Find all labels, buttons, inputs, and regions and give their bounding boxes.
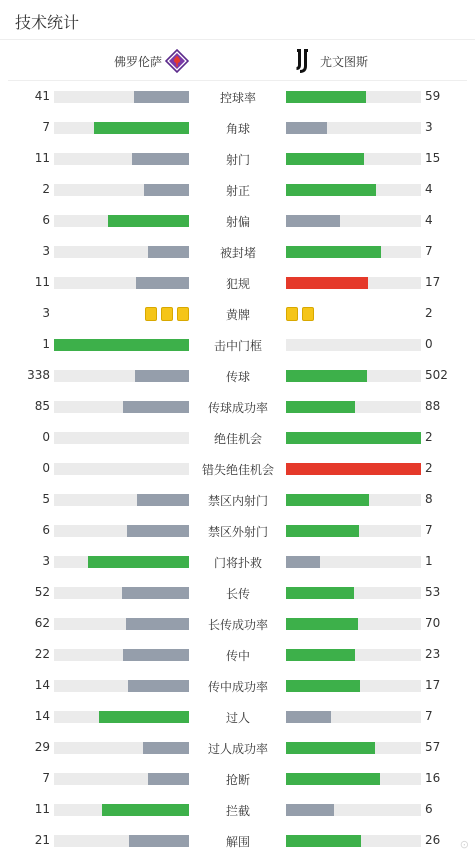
home-stat-value: 52	[34, 585, 50, 599]
away-stat-value: 23	[425, 647, 441, 661]
stat-label: 射偏	[225, 215, 250, 229]
stat-label: 角球	[225, 122, 250, 136]
home-stat-value: 11	[34, 275, 50, 289]
away-bar-track	[286, 494, 421, 506]
stat-row	[0, 205, 475, 236]
away-stat-value: 53	[425, 585, 441, 599]
away-bar-fill	[286, 122, 327, 134]
away-bar-track	[286, 711, 421, 723]
yellow-card-icon	[161, 307, 173, 321]
home-bar-track	[54, 525, 189, 537]
away-stat-value: 0	[425, 337, 433, 351]
stat-row	[0, 360, 475, 391]
stat-row	[0, 639, 475, 670]
away-bar-fill	[286, 618, 358, 630]
home-bar-track	[54, 556, 189, 568]
home-bar-track	[54, 153, 189, 165]
fiorentina-logo-icon[interactable]	[165, 49, 189, 73]
away-stat-value: 59	[425, 89, 441, 103]
away-stat-value: 1	[425, 554, 433, 568]
home-bar-track	[54, 804, 189, 816]
home-bar-fill	[128, 680, 189, 692]
stat-label: 长传	[225, 587, 250, 601]
stat-label: 过人	[225, 711, 250, 725]
stat-row	[0, 794, 475, 825]
home-stat-value: 41	[34, 89, 50, 103]
home-stat-value: 2	[42, 182, 50, 196]
home-bar-fill	[126, 618, 189, 630]
home-stat-value: 85	[34, 399, 50, 413]
away-stat-value: 502	[425, 368, 448, 382]
away-stat-value: 16	[425, 771, 441, 785]
away-bar-track	[286, 525, 421, 537]
home-bar-track	[54, 122, 189, 134]
stat-label: 射正	[225, 184, 250, 198]
home-bar-fill	[129, 835, 189, 847]
home-bar-track	[54, 463, 189, 475]
stat-label: 传中成功率	[207, 680, 268, 694]
stat-row	[0, 670, 475, 701]
home-bar-fill	[94, 122, 189, 134]
yellow-card-icon	[177, 307, 189, 321]
home-stat-value: 11	[34, 151, 50, 165]
home-bar-track	[54, 246, 189, 258]
stat-row	[0, 391, 475, 422]
stat-row	[0, 515, 475, 546]
stat-label: 击中门框	[213, 339, 262, 353]
stat-label: 黄牌	[225, 308, 250, 322]
home-stat-value: 0	[42, 461, 50, 475]
stat-label: 错失绝佳机会	[201, 463, 274, 477]
home-bar-track	[54, 835, 189, 847]
yellow-card-icon	[145, 307, 157, 321]
home-bar-fill	[127, 525, 189, 537]
home-stat-value: 6	[42, 523, 50, 537]
stat-row	[0, 422, 475, 453]
away-stat-value: 15	[425, 151, 441, 165]
stat-label: 解围	[225, 835, 250, 849]
home-stat-value: 14	[34, 709, 50, 723]
home-stat-value: 7	[42, 771, 50, 785]
stat-label: 抢断	[225, 773, 250, 787]
home-bar-track	[54, 339, 189, 351]
away-bar-track	[286, 277, 421, 289]
away-bar-track	[286, 153, 421, 165]
away-bar-fill	[286, 742, 375, 754]
home-stat-value: 1	[42, 337, 50, 351]
away-bar-track	[286, 587, 421, 599]
away-stat-value: 3	[425, 120, 433, 134]
stat-row	[0, 608, 475, 639]
stat-row	[0, 577, 475, 608]
stat-label: 门将扑救	[213, 556, 262, 570]
home-bar-fill	[54, 339, 189, 351]
stat-row	[0, 825, 475, 856]
home-bar-track	[54, 432, 189, 444]
home-bar-fill	[88, 556, 189, 568]
away-bar-fill	[286, 91, 366, 103]
away-yellow-cards	[286, 307, 421, 321]
stat-row	[0, 174, 475, 205]
stat-label: 控球率	[219, 91, 256, 105]
away-bar-track	[286, 401, 421, 413]
stat-row	[0, 267, 475, 298]
away-stat-value: 7	[425, 244, 433, 258]
stat-label: 禁区内射门	[207, 494, 268, 508]
away-bar-track	[286, 432, 421, 444]
away-stat-value: 88	[425, 399, 441, 413]
home-yellow-cards	[54, 307, 189, 321]
home-bar-fill	[144, 184, 189, 196]
away-stat-value: 6	[425, 802, 433, 816]
away-stat-value: 8	[425, 492, 433, 506]
away-bar-fill	[286, 556, 320, 568]
away-bar-fill	[286, 587, 354, 599]
stat-row	[0, 143, 475, 174]
home-bar-track	[54, 370, 189, 382]
away-bar-track	[286, 742, 421, 754]
stat-row	[0, 484, 475, 515]
stats-table	[0, 81, 475, 856]
home-bar-fill	[137, 494, 189, 506]
home-bar-fill	[102, 804, 189, 816]
home-bar-track	[54, 742, 189, 754]
away-bar-track	[286, 773, 421, 785]
home-stat-value: 62	[34, 616, 50, 630]
away-bar-fill	[286, 804, 334, 816]
away-bar-track	[286, 649, 421, 661]
away-stat-value: 70	[425, 616, 441, 630]
stat-row	[0, 298, 475, 329]
home-bar-track	[54, 277, 189, 289]
away-bar-fill	[286, 246, 381, 258]
away-team-name[interactable]: 尤文图斯	[320, 55, 369, 69]
away-bar-track	[286, 184, 421, 196]
away-bar-fill	[286, 711, 331, 723]
away-bar-fill	[286, 525, 359, 537]
home-bar-track	[54, 494, 189, 506]
home-stat-value: 7	[42, 120, 50, 134]
stat-row	[0, 732, 475, 763]
stat-row	[0, 329, 475, 360]
away-bar-fill	[286, 773, 380, 785]
away-bar-fill	[286, 680, 360, 692]
away-bar-track	[286, 91, 421, 103]
home-bar-fill	[148, 246, 189, 258]
away-stat-value: 4	[425, 213, 433, 227]
stat-label: 被封堵	[219, 246, 256, 260]
stat-label: 拦截	[225, 804, 250, 818]
juventus-logo-icon[interactable]	[292, 47, 314, 75]
home-bar-track	[54, 184, 189, 196]
home-bar-track	[54, 773, 189, 785]
stat-label: 射门	[225, 153, 250, 167]
watermark-icon: ⊙	[459, 838, 469, 851]
stat-label: 传球成功率	[207, 401, 268, 415]
stat-row	[0, 763, 475, 794]
home-bar-track	[54, 401, 189, 413]
stat-label: 传中	[225, 649, 250, 663]
home-bar-fill	[132, 153, 189, 165]
home-bar-fill	[148, 773, 189, 785]
away-stat-value: 57	[425, 740, 441, 754]
stat-label: 犯规	[225, 277, 250, 291]
away-stat-value: 7	[425, 523, 433, 537]
away-bar-fill	[286, 835, 361, 847]
away-bar-track	[286, 835, 421, 847]
teams-bar	[8, 41, 467, 81]
away-stat-value: 4	[425, 182, 433, 196]
home-bar-fill	[123, 401, 189, 413]
away-stat-value: 2	[425, 306, 433, 320]
away-stat-value: 2	[425, 461, 433, 475]
stat-label: 绝佳机会	[213, 432, 262, 446]
home-bar-track	[54, 711, 189, 723]
home-stat-value: 14	[34, 678, 50, 692]
away-bar-track	[286, 618, 421, 630]
home-bar-track	[54, 215, 189, 227]
home-bar-track	[54, 680, 189, 692]
home-stat-value: 338	[27, 368, 50, 382]
away-bar-fill	[286, 215, 340, 227]
home-stat-value: 3	[42, 554, 50, 568]
stat-label: 禁区外射门	[207, 525, 268, 539]
home-bar-fill	[122, 587, 189, 599]
away-bar-track	[286, 122, 421, 134]
home-bar-fill	[134, 91, 189, 103]
away-bar-track	[286, 463, 421, 475]
stat-row	[0, 546, 475, 577]
stat-row	[0, 236, 475, 267]
away-stat-value: 2	[425, 430, 433, 444]
away-bar-track	[286, 215, 421, 227]
away-bar-track	[286, 804, 421, 816]
home-bar-fill	[108, 215, 189, 227]
home-stat-value: 21	[34, 833, 50, 847]
home-bar-track	[54, 618, 189, 630]
away-bar-fill	[286, 153, 364, 165]
away-bar-fill	[286, 432, 421, 444]
away-stat-value: 7	[425, 709, 433, 723]
stats-header	[0, 0, 475, 40]
away-bar-fill	[286, 649, 355, 661]
home-stat-value: 3	[42, 306, 50, 320]
away-stat-value: 17	[425, 275, 441, 289]
page-title: 技术统计	[15, 13, 80, 32]
stat-row	[0, 81, 475, 112]
away-bar-track	[286, 556, 421, 568]
away-bar-track	[286, 339, 421, 351]
home-bar-track	[54, 91, 189, 103]
away-bar-track	[286, 680, 421, 692]
home-bar-track	[54, 649, 189, 661]
away-bar-fill	[286, 463, 421, 475]
stat-label: 过人成功率	[207, 742, 268, 756]
stat-label: 传球	[225, 370, 250, 384]
away-bar-track	[286, 370, 421, 382]
stat-row	[0, 112, 475, 143]
home-bar-fill	[123, 649, 189, 661]
stat-label: 长传成功率	[207, 618, 268, 632]
home-bar-track	[54, 587, 189, 599]
home-stat-value: 0	[42, 430, 50, 444]
yellow-card-icon	[302, 307, 314, 321]
away-bar-fill	[286, 184, 376, 196]
home-stat-value: 5	[42, 492, 50, 506]
home-stat-value: 22	[34, 647, 50, 661]
home-stat-value: 29	[34, 740, 50, 754]
home-team-name[interactable]: 佛罗伦萨	[113, 55, 162, 69]
away-bar-fill	[286, 277, 368, 289]
away-bar-fill	[286, 401, 355, 413]
away-bar-fill	[286, 494, 369, 506]
stat-row	[0, 701, 475, 732]
home-bar-fill	[136, 277, 189, 289]
home-bar-fill	[143, 742, 189, 754]
home-bar-fill	[99, 711, 189, 723]
away-stat-value: 17	[425, 678, 441, 692]
away-bar-track	[286, 246, 421, 258]
home-stat-value: 6	[42, 213, 50, 227]
away-stat-value: 26	[425, 833, 441, 847]
away-bar-fill	[286, 370, 367, 382]
stat-row	[0, 453, 475, 484]
home-stat-value: 3	[42, 244, 50, 258]
home-bar-fill	[135, 370, 189, 382]
yellow-card-icon	[286, 307, 298, 321]
home-stat-value: 11	[34, 802, 50, 816]
